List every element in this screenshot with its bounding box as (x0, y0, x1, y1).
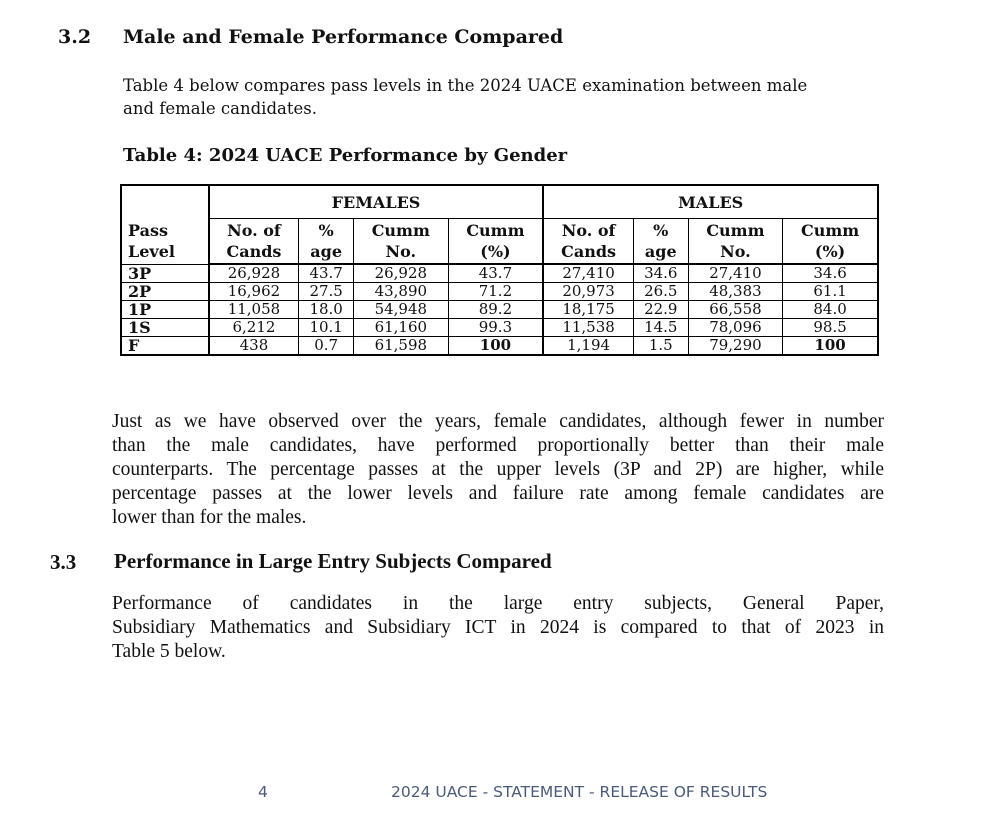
header-line: Cands (561, 242, 617, 261)
pass-level-header (121, 185, 209, 264)
male-col-header (633, 219, 688, 265)
male-cell: 79,290 (688, 337, 782, 356)
male-cell: 34.6 (783, 264, 878, 283)
text-line: lower than for the males. (112, 507, 307, 528)
female-cell: 61,160 (354, 319, 448, 337)
male-cell: 27,410 (688, 264, 782, 283)
header-line: (%) (480, 242, 511, 261)
header-line: Cumm (371, 221, 430, 240)
female-cell: 43.7 (299, 264, 354, 283)
female-cell: 6,212 (209, 319, 299, 337)
female-cell: 71.2 (448, 283, 543, 301)
male-cell: 11,538 (543, 319, 633, 337)
table-caption: Table 4: 2024 UACE Performance by Gender (123, 145, 568, 166)
section-number: 3.3 (50, 550, 77, 574)
pass-level-cell: 3P (121, 264, 209, 283)
male-cell: 34.6 (633, 264, 688, 283)
intro-line: and female candidates. (123, 99, 317, 118)
footer-title: 2024 UACE - STATEMENT - RELEASE OF RESULTS (391, 783, 768, 801)
intro-paragraph (123, 74, 883, 120)
header-line: % (653, 221, 669, 240)
female-cell: 10.1 (299, 319, 354, 337)
male-cell: 20,973 (543, 283, 633, 301)
male-cell: 78,096 (688, 319, 782, 337)
female-cell: 99.3 (448, 319, 543, 337)
table-row (121, 301, 878, 319)
male-cell: 27,410 (543, 264, 633, 283)
female-cell: 100 (448, 337, 543, 356)
male-col-header (688, 219, 782, 265)
header-line: No. of (561, 221, 616, 240)
header-line: % (318, 221, 334, 240)
male-cell: 14.5 (633, 319, 688, 337)
male-col-header (783, 219, 878, 265)
female-cell: 61,598 (354, 337, 448, 356)
female-col-header (209, 219, 299, 265)
male-cell: 1.5 (633, 337, 688, 356)
female-col-header (299, 219, 354, 265)
male-cell: 84.0 (783, 301, 878, 319)
header-line: Cands (226, 242, 282, 261)
female-cell: 54,948 (354, 301, 448, 319)
header-line: Level (128, 241, 175, 261)
male-cell: 100 (783, 337, 878, 356)
female-cell: 89.2 (448, 301, 543, 319)
page-number: 4 (258, 783, 268, 801)
female-cell: 16,962 (209, 283, 299, 301)
pass-level-cell: 1S (121, 319, 209, 337)
header-line: No. of (227, 221, 281, 240)
text-line: than the male candidates, have performed proportionally better than their male (112, 435, 884, 456)
female-col-header (354, 219, 448, 265)
header-line: Cumm (706, 221, 765, 240)
male-cell: 26.5 (633, 283, 688, 301)
header-line: Cumm (466, 221, 525, 240)
section-3-3-paragraph (112, 592, 884, 664)
male-cell: 1,194 (543, 337, 633, 356)
females-group-header: FEMALES (209, 185, 544, 219)
table-row (121, 319, 878, 337)
section-number: 3.2 (58, 26, 92, 48)
text-line: Table 5 below. (112, 641, 226, 662)
header-line: No. (720, 242, 751, 261)
male-cell: 98.5 (783, 319, 878, 337)
female-cell: 43.7 (448, 264, 543, 283)
text-line: Performance of candidates in the large entry subjects, General Paper, (112, 593, 884, 614)
header-line: age (310, 242, 342, 261)
pass-level-cell: 1P (121, 301, 209, 319)
header-line: Pass (128, 220, 168, 240)
header-line: age (644, 242, 677, 261)
text-line: Subsidiary Mathematics and Subsidiary ICT in 2024 is compared to that of 2023 in (112, 617, 884, 638)
section-title: Male and Female Performance Compared (123, 26, 564, 48)
male-cell: 66,558 (688, 301, 782, 319)
female-cell: 27.5 (299, 283, 354, 301)
female-cell: 0.7 (299, 337, 354, 356)
female-cell: 11,058 (209, 301, 299, 319)
female-cell: 43,890 (354, 283, 448, 301)
male-cell: 18,175 (543, 301, 633, 319)
header-line: No. (385, 242, 417, 261)
table-row (121, 337, 878, 356)
male-cell: 22.9 (633, 301, 688, 319)
header-line: (%) (814, 242, 846, 261)
text-line: percentage passes at the lower levels and failure rate among female candidates are (112, 483, 884, 504)
section-title: Performance in Large Entry Subjects Compared (114, 549, 552, 573)
text-line: counterparts. The percentage passes at the upper levels (3P and 2P) are higher, while (112, 459, 884, 480)
pass-level-cell: F (121, 337, 209, 356)
table-row (121, 283, 878, 301)
male-cell: 48,383 (688, 283, 782, 301)
female-col-header (448, 219, 543, 265)
pass-level-cell: 2P (121, 283, 209, 301)
intro-line: Table 4 below compares pass levels in the 2024 UACE examination between male (123, 76, 808, 95)
female-cell: 26,928 (209, 264, 299, 283)
header-line: Cumm (800, 221, 860, 240)
gender-performance-table (120, 184, 879, 356)
female-cell: 26,928 (354, 264, 448, 283)
observation-paragraph (112, 410, 884, 530)
text-line: Just as we have observed over the years, female candidates, although fewer in number (112, 411, 884, 432)
female-cell: 18.0 (299, 301, 354, 319)
table-row (121, 264, 878, 283)
female-cell: 438 (209, 337, 299, 356)
male-col-header (543, 219, 633, 265)
males-group-header: MALES (543, 185, 878, 219)
male-cell: 61.1 (783, 283, 878, 301)
